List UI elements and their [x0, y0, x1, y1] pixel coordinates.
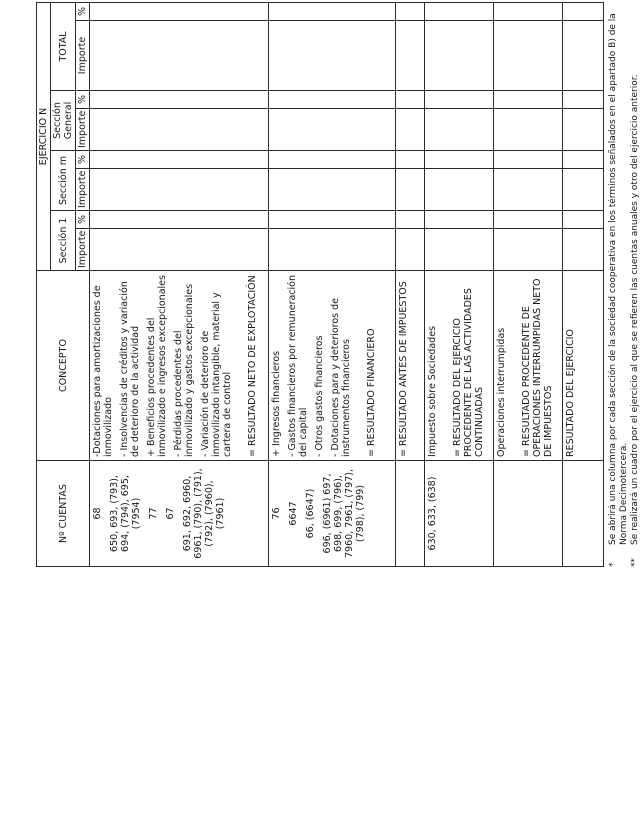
table-row	[90, 2, 269, 566]
cuentas-cell	[563, 461, 604, 567]
value-cell	[424, 229, 493, 271]
value-cell	[563, 21, 604, 91]
value-cell	[90, 229, 269, 271]
value-cell	[396, 211, 424, 229]
col-header-seccion-1: Sección 1	[51, 211, 76, 271]
concepto-cell	[563, 271, 604, 461]
concepto-cell	[396, 271, 424, 461]
result-line: = RESULTADO DEL EJERCICIO PROCEDENTE DE LAS ACTIVIDADES CONTINUADAS	[451, 288, 485, 457]
col-header-seccion-m: Sección m	[51, 151, 76, 211]
account-code: 67	[165, 507, 176, 520]
col-header-ejercicio: EJERCICIO N	[37, 2, 51, 270]
value-cell	[563, 151, 604, 169]
value-cell	[424, 109, 493, 151]
col-header-total: TOTAL	[51, 2, 76, 90]
account-code: 66, (6647)	[305, 488, 317, 539]
col-header-seccion-general-importe: Importe	[76, 109, 90, 151]
value-cell	[269, 151, 396, 169]
profit-loss-table	[36, 2, 604, 567]
concept-line: -Dotaciones para amortizaciones de inmovilizado	[92, 285, 114, 457]
account-code: 630, 633, (638)	[426, 476, 438, 551]
value-cell	[494, 109, 563, 151]
result-line: = RESULTADO FINANCIERO	[366, 328, 378, 457]
value-cell	[563, 211, 604, 229]
result-line: RESULTADO DEL EJERCICIO	[565, 329, 577, 457]
value-cell	[396, 21, 424, 91]
footnote-mark: *	[608, 562, 618, 567]
value-cell	[494, 151, 563, 169]
table-body	[90, 2, 604, 566]
value-cell	[269, 109, 396, 151]
concepto-cell	[494, 271, 563, 461]
cuentas-cell	[396, 461, 424, 567]
cuentas-cell	[90, 461, 269, 567]
value-cell	[563, 109, 604, 151]
value-cell	[269, 169, 396, 211]
value-cell	[269, 21, 396, 91]
value-cell	[90, 21, 269, 91]
concept-line: + Beneficios procedentes del inmovilizado e ingresos excepcionales	[146, 275, 168, 457]
value-cell	[424, 91, 493, 109]
col-header-total-pct: %	[76, 2, 90, 20]
footnote-text: Se realizará un cuadro por el ejercicio al que se refieren las cuentas anuales y otro del ejercicio anterior.	[630, 74, 640, 545]
value-cell	[269, 211, 396, 229]
value-cell	[563, 229, 604, 271]
footnote-text: Se abrirá una columna por cada sección de la sociedad cooperativa en los términos señalados en el apartado B) de la Norma Decimotercera.	[608, 13, 629, 545]
value-cell	[494, 211, 563, 229]
value-cell	[90, 169, 269, 211]
result-line: = RESULTADO NETO DE EXPLOTACIÓN	[247, 275, 258, 457]
value-cell	[494, 21, 563, 91]
value-cell	[563, 91, 604, 109]
table-row	[396, 2, 424, 566]
value-cell	[424, 211, 493, 229]
concepto-cell	[424, 271, 493, 461]
value-cell	[396, 169, 424, 211]
concept-line: + Ingresos financieros	[271, 350, 283, 457]
col-header-cuentas: Nº CUENTAS	[37, 461, 90, 567]
concept-line: - Insolvencias de créditos y variación de deterioro de la actividad	[119, 281, 141, 457]
spacer	[512, 274, 521, 457]
concept-line: - Dotaciones para y deterioros de instrumentos financieros	[330, 297, 353, 457]
value-cell	[90, 2, 269, 20]
col-header-seccion-1-pct: %	[76, 211, 90, 229]
footnote	[630, 7, 641, 567]
cuentas-cell	[424, 461, 493, 567]
col-header-total-importe: Importe	[76, 21, 90, 91]
value-cell	[563, 2, 604, 20]
value-cell	[424, 21, 493, 91]
result-line: = RESULTADO PROCEDENTE DE OPERACIONES INTERRUMPIDAS NETO DE IMPUESTOS	[521, 278, 555, 457]
value-cell	[90, 91, 269, 109]
value-cell	[269, 2, 396, 20]
value-cell	[90, 211, 269, 229]
result-line: = RESULTADO ANTES DE IMPUESTOS	[398, 281, 410, 457]
col-header-seccion-m-pct: %	[76, 151, 90, 169]
account-code: 76	[271, 507, 283, 520]
concept-line: Operaciones interrumpidas	[496, 327, 508, 457]
col-header-seccion-general-pct: %	[76, 91, 90, 109]
concepto-cell	[90, 271, 269, 461]
concept-line: Impuesto sobre Sociedades	[426, 325, 438, 457]
table-row	[424, 2, 493, 566]
account-code: 650, 693, (793), 694, (794), 695, (7954)	[109, 475, 142, 552]
value-cell	[269, 229, 396, 271]
cuentas-cell	[269, 461, 396, 567]
value-cell	[424, 2, 493, 20]
col-header-seccion-m-importe: Importe	[76, 169, 90, 211]
spacer	[238, 274, 247, 457]
account-code: 6647	[288, 501, 300, 526]
spacer	[443, 274, 452, 457]
col-header-seccion-1-importe: Importe	[76, 229, 90, 271]
value-cell	[269, 91, 396, 109]
concept-line: - Otros gastos financieros	[314, 335, 326, 457]
concepto-cell	[269, 271, 396, 461]
value-cell	[90, 151, 269, 169]
account-code: 77	[148, 507, 159, 520]
value-cell	[494, 229, 563, 271]
value-cell	[424, 151, 493, 169]
value-cell	[494, 2, 563, 20]
account-code: 68	[92, 507, 103, 520]
cuentas-cell	[494, 461, 563, 567]
footnote	[608, 7, 630, 567]
concept-line: - Gastos financieros por remuneración del capital	[287, 275, 310, 457]
value-cell	[424, 169, 493, 211]
value-cell	[396, 151, 424, 169]
account-code: 691, 692, 6960, 6961, (790), (791), (792), (7960), (7961)	[182, 468, 226, 559]
value-cell	[396, 2, 424, 20]
footnotes	[608, 7, 641, 567]
value-cell	[90, 109, 269, 151]
footnote-mark: **	[630, 558, 640, 567]
table-row	[269, 2, 396, 566]
value-cell	[396, 109, 424, 151]
table-row	[563, 2, 604, 566]
concept-line: - Variación de deterioro de inmovilizado intangible, material y cartera de control	[200, 292, 233, 457]
col-header-seccion-general: Sección General	[51, 91, 76, 151]
col-header-concepto: CONCEPTO	[37, 271, 90, 461]
value-cell	[396, 229, 424, 271]
value-cell	[494, 169, 563, 211]
value-cell	[396, 91, 424, 109]
value-cell	[563, 169, 604, 211]
account-code: 696, (6961) 697, 698, 699, (796), 7960, 7961, (797), (798), (799)	[322, 469, 367, 558]
table-row	[494, 2, 563, 566]
value-cell	[494, 91, 563, 109]
concept-line: - Pérdidas procedentes del inmovilizado y gastos excepcionales	[173, 283, 195, 457]
spacer	[357, 274, 366, 457]
